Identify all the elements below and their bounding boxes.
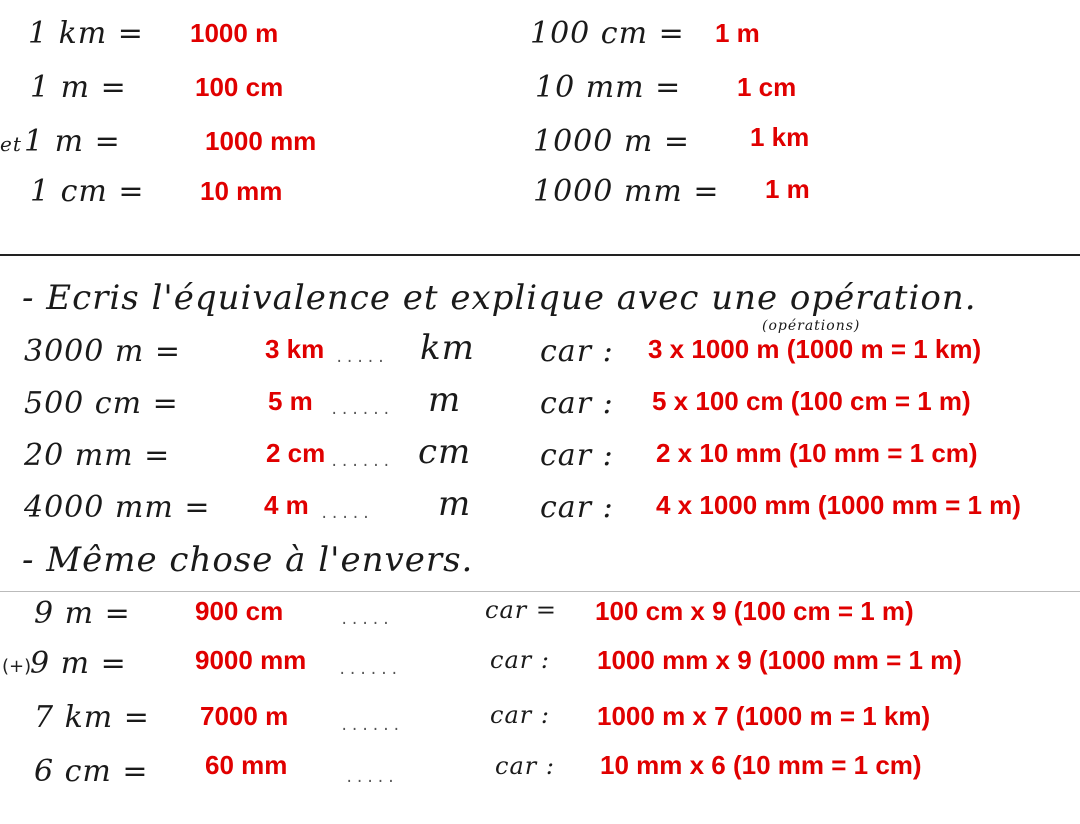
s2-row4-car: car : <box>495 752 555 780</box>
conv-right-4-lhs: 1000 mm = <box>533 174 720 209</box>
s2-row1-answer: 900 cm <box>195 596 284 626</box>
section2-instruction: - Même chose à l'envers. <box>22 540 474 580</box>
section1-operations-note: (opérations) <box>762 318 861 334</box>
s1-row4-car: car : <box>540 490 614 525</box>
s1-row2-unit: m <box>428 380 462 420</box>
s2-row2-dots: ...... <box>338 662 401 678</box>
s1-row4-dots: ..... <box>320 506 373 522</box>
conv-left-4-lhs: 1 cm = <box>30 174 145 209</box>
s1-row1-answer: 3 km <box>265 334 325 364</box>
conv-right-3-lhs: 1000 m = <box>533 124 691 159</box>
s1-row1-car: car : <box>540 334 614 369</box>
conv-left-4-answer: 10 mm <box>200 176 283 206</box>
section-divider <box>0 254 1080 256</box>
s1-row1-unit: km <box>420 328 475 368</box>
s1-row3-unit: cm <box>418 432 472 472</box>
conv-right-3-answer: 1 km <box>750 122 810 152</box>
s2-row4-dots: ..... <box>345 770 398 786</box>
s1-row4-unit: m <box>438 484 472 524</box>
conv-left-2-answer: 100 cm <box>195 72 284 102</box>
s1-row3-lhs: 20 mm = <box>24 438 171 473</box>
s2-row3-explain: 1000 m x 7 (1000 m = 1 km) <box>597 701 931 731</box>
section2-divider <box>0 591 1080 592</box>
s1-row4-answer: 4 m <box>264 490 309 520</box>
s2-row3-dots: ...... <box>340 718 403 734</box>
conv-prefix-et: et <box>0 132 22 156</box>
s1-row2-answer: 5 m <box>268 386 313 416</box>
s1-row1-dots: ..... <box>335 350 388 366</box>
conv-right-2-answer: 1 cm <box>737 72 797 102</box>
s2-row2-answer: 9000 mm <box>195 645 307 675</box>
conv-right-1-answer: 1 m <box>715 18 760 48</box>
s1-row4-lhs: 4000 mm = <box>24 490 211 525</box>
s1-row1-lhs: 3000 m = <box>24 334 182 369</box>
conv-right-2-lhs: 10 mm = <box>535 70 682 105</box>
s2-row1-lhs: 9 m = <box>34 596 131 631</box>
s1-row3-answer: 2 cm <box>266 438 326 468</box>
s1-row4-explain: 4 x 1000 mm (1000 mm = 1 m) <box>656 490 1021 520</box>
conv-left-1-lhs: 1 km = <box>28 16 144 51</box>
s2-plus-mark: (+) <box>2 656 32 677</box>
s2-row1-explain: 100 cm x 9 (100 cm = 1 m) <box>595 596 914 626</box>
s1-row1-explain: 3 x 1000 m (1000 m = 1 km) <box>648 334 982 364</box>
s1-row2-explain: 5 x 100 cm (100 cm = 1 m) <box>652 386 971 416</box>
s2-row3-car: car : <box>490 701 550 729</box>
s1-row3-explain: 2 x 10 mm (10 mm = 1 cm) <box>656 438 978 468</box>
conv-right-4-answer: 1 m <box>765 174 810 204</box>
conv-left-3-answer: 1000 mm <box>205 126 317 156</box>
s2-row3-lhs: 7 km = <box>34 700 150 735</box>
s2-row2-explain: 1000 mm x 9 (1000 mm = 1 m) <box>597 645 962 675</box>
s2-row4-explain: 10 mm x 6 (10 mm = 1 cm) <box>600 750 922 780</box>
s1-row2-car: car : <box>540 386 614 421</box>
s1-row3-car: car : <box>540 438 614 473</box>
conv-left-3-lhs: 1 m = <box>24 124 121 159</box>
s2-row1-dots: ..... <box>340 612 393 628</box>
conv-left-2-lhs: 1 m = <box>30 70 127 105</box>
s2-row2-car: car : <box>490 646 550 674</box>
s2-row4-lhs: 6 cm = <box>34 754 149 789</box>
conv-right-1-lhs: 100 cm = <box>530 16 685 51</box>
conv-left-1-answer: 1000 m <box>190 18 279 48</box>
s2-row1-car: car = <box>485 596 557 624</box>
s1-row3-dots: ...... <box>330 454 393 470</box>
s2-row2-lhs: 9 m = <box>30 646 127 681</box>
section1-instruction: - Ecris l'équivalence et explique avec une opération. <box>22 278 977 318</box>
s2-row4-answer: 60 mm <box>205 750 288 780</box>
s1-row2-dots: ...... <box>330 402 393 418</box>
s1-row2-lhs: 500 cm = <box>24 386 179 421</box>
s2-row3-answer: 7000 m <box>200 701 289 731</box>
